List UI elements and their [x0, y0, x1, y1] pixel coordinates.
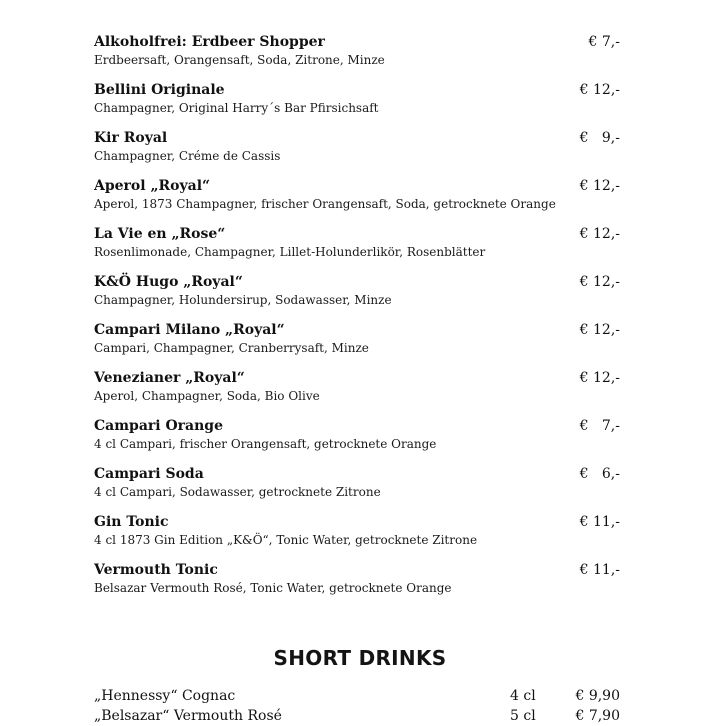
menu-item-description: Rosenlimonade, Champagner, Lillet-Holunderlikör, Rosenblätter: [94, 245, 486, 259]
short-drink-row: [94, 706, 620, 726]
short-drink-row: [94, 686, 620, 706]
menu-item-name: Gin Tonic: [94, 514, 169, 530]
menu-item: [94, 369, 620, 417]
menu-item-name: Campari Milano „Royal“: [94, 322, 285, 338]
menu-item-name: Vermouth Tonic: [94, 562, 218, 578]
menu-item-price: € 7,-: [588, 34, 620, 50]
menu-item-name: Kir Royal: [94, 130, 168, 146]
menu-item: [94, 273, 620, 321]
short-drink-price: € 7,90: [575, 708, 620, 724]
menu-item-description: Champagner, Holundersirup, Sodawasser, Minze: [94, 293, 392, 307]
short-drink-name: „Belsazar“ Vermouth Rosé: [94, 708, 282, 724]
cocktail-menu-list: [94, 33, 620, 609]
menu-item-description: 4 cl Campari, frischer Orangensaft, getrocknete Orange: [94, 437, 437, 451]
menu-item-description: 4 cl Campari, Sodawasser, getrocknete Zitrone: [94, 485, 381, 499]
menu-item-name: K&Ö Hugo „Royal“: [94, 274, 243, 290]
menu-item: [94, 465, 620, 513]
menu-item-price: € 12,-: [579, 322, 620, 338]
menu-item-description: Champagner, Créme de Cassis: [94, 149, 281, 163]
menu-item-description: Belsazar Vermouth Rosé, Tonic Water, getrocknete Orange: [94, 581, 452, 595]
menu-item-price: € 9,-: [579, 130, 620, 146]
menu-item-description: Champagner, Original Harry´s Bar Pfirsichsaft: [94, 101, 379, 115]
menu-item-description: Campari, Champagner, Cranberrysaft, Minze: [94, 341, 369, 355]
menu-item-price: € 12,-: [579, 370, 620, 386]
menu-item: [94, 129, 620, 177]
menu-item-description: Aperol, 1873 Champagner, frischer Orangensaft, Soda, getrocknete Orange: [94, 197, 556, 211]
menu-item: [94, 417, 620, 465]
short-drink-name: „Hennessy“ Cognac: [94, 688, 236, 704]
menu-item-name: La Vie en „Rose“: [94, 226, 226, 242]
menu-item-name: Campari Orange: [94, 418, 223, 434]
menu-item-name: Alkoholfrei: Erdbeer Shopper: [94, 34, 325, 50]
menu-item-price: € 12,-: [579, 178, 620, 194]
menu-item: [94, 81, 620, 129]
short-drink-volume: 4 cl: [510, 688, 536, 704]
menu-item-price: € 11,-: [579, 514, 620, 530]
menu-item-name: Aperol „Royal“: [94, 178, 211, 194]
short-drinks-heading: SHORT DRINKS: [273, 646, 447, 670]
menu-item: [94, 177, 620, 225]
menu-item-price: € 12,-: [579, 226, 620, 242]
menu-item-price: € 11,-: [579, 562, 620, 578]
menu-item-price: € 12,-: [579, 274, 620, 290]
menu-item: [94, 513, 620, 561]
menu-item-price: € 6,-: [579, 466, 620, 482]
short-drink-price: € 9,90: [575, 688, 620, 704]
menu-item: [94, 321, 620, 369]
menu-item-name: Campari Soda: [94, 466, 204, 482]
menu-item-name: Venezianer „Royal“: [94, 370, 245, 386]
menu-item: [94, 33, 620, 81]
short-drinks-list: [94, 686, 620, 726]
menu-item-description: Aperol, Champagner, Soda, Bio Olive: [94, 389, 320, 403]
short-drink-volume: 5 cl: [510, 708, 536, 724]
menu-item: [94, 225, 620, 273]
menu-item-name: Bellini Originale: [94, 82, 225, 98]
menu-item: [94, 561, 620, 609]
menu-item-description: Erdbeersaft, Orangensaft, Soda, Zitrone, Minze: [94, 53, 385, 67]
menu-item-price: € 7,-: [579, 418, 620, 434]
menu-item-price: € 12,-: [579, 82, 620, 98]
menu-item-description: 4 cl 1873 Gin Edition „K&Ö“, Tonic Water, getrocknete Zitrone: [94, 533, 478, 547]
